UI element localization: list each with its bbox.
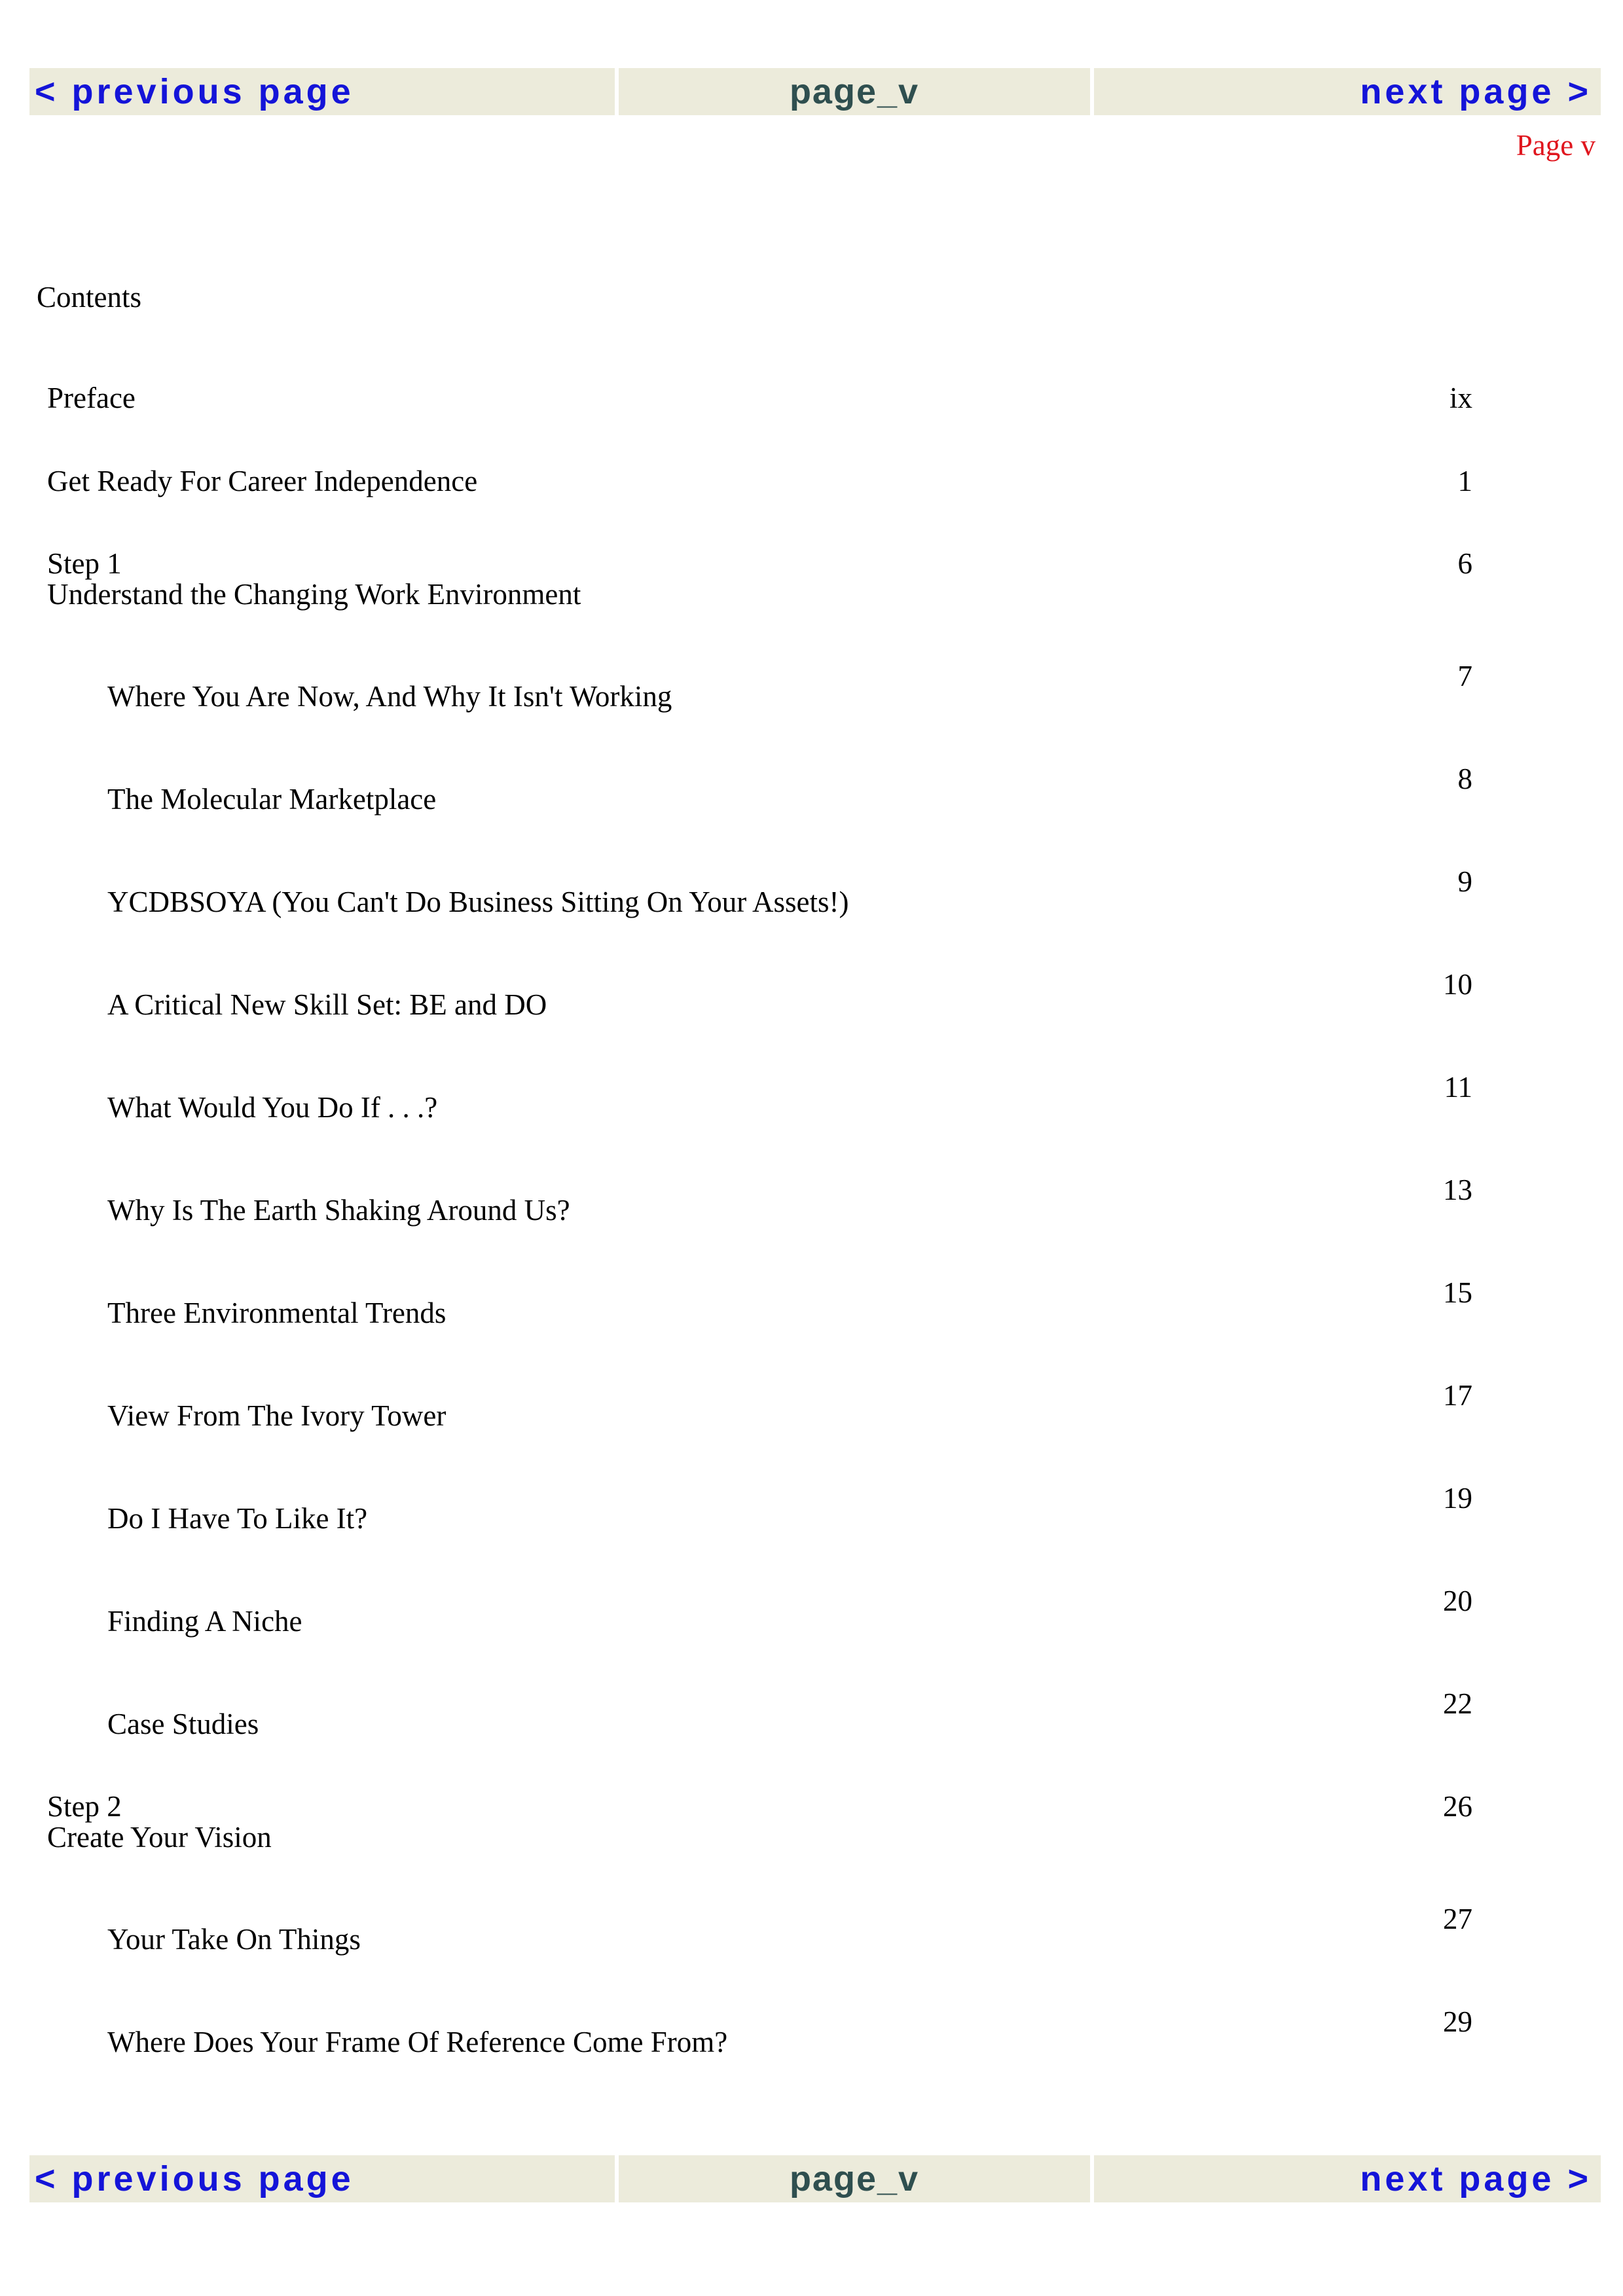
toc-entry-title[interactable]: Do I Have To Like It? [107, 1502, 368, 1535]
previous-page-link[interactable]: < previous page [29, 68, 615, 115]
toc-entry-title[interactable]: Your Take On Things [107, 1923, 361, 1956]
toc-entry-title[interactable]: Why Is The Earth Shaking Around Us? [107, 1194, 570, 1227]
toc-entry-title[interactable]: Preface [47, 382, 136, 414]
toc-entry-subtitle[interactable]: Understand the Changing Work Environment [47, 578, 581, 611]
toc-entry-title[interactable]: Finding A Niche [107, 1605, 302, 1638]
toc-entry-title[interactable]: Case Studies [107, 1708, 259, 1740]
page-id-label: page_v [619, 68, 1090, 115]
toc-entry-title[interactable]: YCDBSOYA (You Can't Do Business Sitting On Your Assets!) [107, 886, 849, 918]
toc-entry-title[interactable]: Step 1 [47, 547, 122, 580]
toc-entry-page: 26 [1443, 1790, 1472, 1823]
toc-entry-title[interactable]: Get Ready For Career Independence [47, 465, 478, 497]
toc-entry-title[interactable]: A Critical New Skill Set: BE and DO [107, 988, 547, 1021]
toc-entry-title[interactable]: View From The Ivory Tower [107, 1399, 447, 1432]
toc-entry-title[interactable]: Where You Are Now, And Why It Isn't Working [107, 680, 672, 713]
toc-entry-page: 1 [1457, 465, 1472, 497]
toc-entry-page: 19 [1443, 1482, 1472, 1515]
toc-entry-page: 9 [1457, 865, 1472, 898]
page-number-label: Page v [1516, 129, 1596, 162]
previous-page-link[interactable]: < previous page [29, 2155, 615, 2202]
toc-entry-page: 13 [1443, 1174, 1472, 1206]
contents-heading: Contents [37, 281, 142, 314]
toc-entry-title[interactable]: Three Environmental Trends [107, 1297, 447, 1329]
toc-entry-page: 6 [1457, 547, 1472, 580]
toc-entry-page: 27 [1443, 1903, 1472, 1935]
page-id-label: page_v [619, 2155, 1090, 2202]
toc-entry-title[interactable]: The Molecular Marketplace [107, 783, 437, 816]
top-navigation-bar [29, 68, 1601, 115]
toc-entry-page: 11 [1444, 1071, 1472, 1103]
toc-entry-page: 10 [1443, 968, 1472, 1001]
toc-entry-page: 22 [1443, 1687, 1472, 1720]
toc-entry-title[interactable]: Where Does Your Frame Of Reference Come From? [107, 2026, 728, 2058]
toc-entry-title[interactable]: What Would You Do If . . .? [107, 1091, 438, 1124]
toc-entry-subtitle[interactable]: Create Your Vision [47, 1821, 272, 1854]
next-page-link[interactable]: next page > [1094, 2155, 1601, 2202]
toc-entry-page: 29 [1443, 2005, 1472, 2038]
toc-entry-page: 20 [1443, 1585, 1472, 1617]
toc-entry-page: 8 [1457, 762, 1472, 795]
toc-entry-page: ix [1449, 382, 1472, 414]
toc-entry-page: 17 [1443, 1379, 1472, 1412]
bottom-navigation-bar [29, 2155, 1601, 2202]
toc-entry-title[interactable]: Step 2 [47, 1790, 122, 1823]
toc-entry-page: 15 [1443, 1276, 1472, 1309]
toc-entry-page: 7 [1457, 660, 1472, 692]
next-page-link[interactable]: next page > [1094, 68, 1601, 115]
